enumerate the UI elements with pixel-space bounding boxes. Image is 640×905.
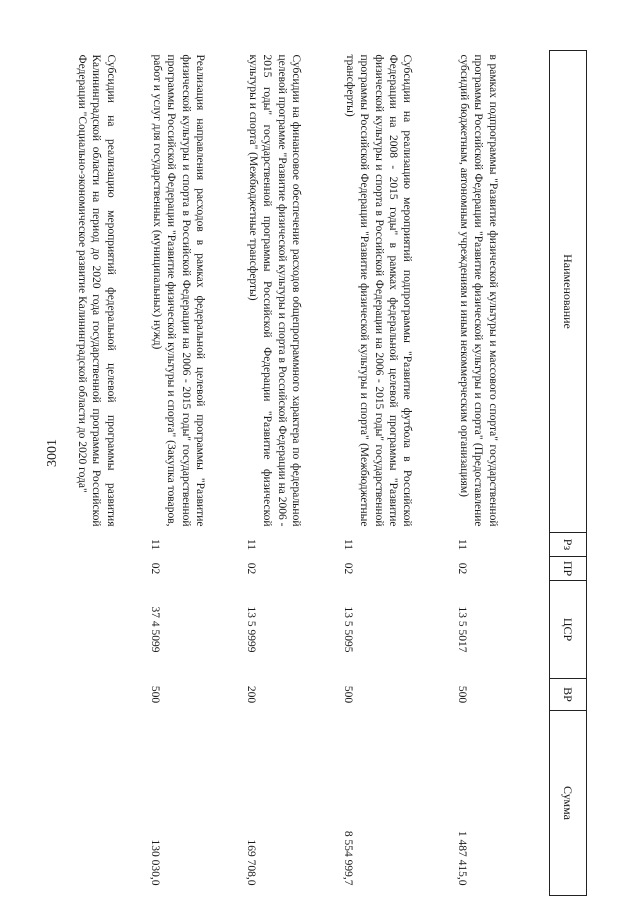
header-pr: ПР bbox=[550, 557, 587, 581]
row-name: Реализация направления расходов в рамках федеральной целевой программы "Развитие физической культуры и спорта в Российской Федерации на 2006 - 2015 годы" государственной программы Российской Федерации "Развитие физической культуры и спорта" (Закупка товаров, работ и услуг для государственных (муниципальных) нужд) bbox=[150, 54, 206, 527]
row-pr bbox=[71, 557, 146, 581]
row-csr bbox=[71, 581, 146, 679]
row-vr: 500 bbox=[341, 685, 354, 704]
row-vr: 500 bbox=[148, 685, 161, 704]
row-rz: 11 bbox=[148, 538, 161, 551]
table-row bbox=[339, 51, 453, 896]
row-rz: 11 bbox=[341, 538, 354, 551]
row-rz bbox=[71, 533, 146, 557]
row-name: Субсидии на реализацию мероприятий подпрограммы "Развитие футбола в Российской Федерации на 2008 - 2015 годы" в рамках федеральной целевой программы "Развитие физической культуры и спорта в Российской Федерации на 2006 - 2015 годы" государственной программы Российской Федерации "Развитие физической культуры и спорта" (Межбюджетные трансферты) bbox=[343, 54, 414, 527]
table-row bbox=[453, 51, 550, 896]
page-number-text: 3001 bbox=[45, 439, 60, 467]
table-row bbox=[242, 51, 339, 896]
header-csr: ЦСР bbox=[550, 581, 587, 679]
row-vr: 500 bbox=[455, 685, 468, 704]
row-rz: 11 bbox=[455, 538, 468, 551]
row-pr: 02 bbox=[341, 562, 354, 575]
row-name: Субсидии на финансовое обеспечение расходов общепрограммного характера по федеральной целевой программе "Развитие физической культуры и спорта в Российской Федерации на 2006 - 2015 годы" государственной программы Российской Федерации "Развитие физической культуры и спорта" (Межбюджетные трансферты) bbox=[246, 54, 302, 527]
row-vr bbox=[71, 679, 146, 711]
table-row bbox=[71, 51, 146, 896]
page-number bbox=[42, 441, 64, 465]
row-sum: 8 554 999,7 bbox=[341, 830, 354, 886]
row-csr: 37 4 5099 bbox=[148, 606, 161, 653]
row-sum: 130 030,0 bbox=[148, 839, 161, 886]
row-name: в рамках подпрограммы "Развитие физической культуры и массового спорта" государственной программы Российской Федерации "Развитие физической культуры и спорта" (Предоставление субсидий бюджетным, автономным учреждениям и иным некоммерческим организациям) bbox=[457, 54, 499, 527]
row-csr: 13 5 5095 bbox=[341, 606, 354, 653]
row-sum bbox=[71, 711, 146, 896]
row-pr: 02 bbox=[455, 562, 468, 575]
table-header-row bbox=[550, 51, 587, 896]
budget-table bbox=[71, 50, 588, 896]
row-sum: 169 708,0 bbox=[244, 839, 257, 886]
header-vr: ВР bbox=[550, 679, 587, 711]
header-sum: Сумма bbox=[550, 711, 587, 896]
table-row bbox=[146, 51, 242, 896]
row-vr: 200 bbox=[244, 685, 257, 704]
row-csr: 13 5 5017 bbox=[455, 606, 468, 653]
row-sum: 1 487 415,0 bbox=[455, 830, 468, 886]
row-rz: 11 bbox=[244, 538, 257, 551]
header-name: Наименование bbox=[550, 51, 587, 533]
row-csr: 13 5 9999 bbox=[244, 606, 257, 653]
row-name: Субсидии на реализацию мероприятий федеральной целевой программы развития Калининградской области на период до 2020 года государственной программы Российской Федерации "Социально-экономическое развитие Калининградской области до 2020 года" bbox=[75, 54, 117, 527]
row-pr: 02 bbox=[244, 562, 257, 575]
row-pr: 02 bbox=[148, 562, 161, 575]
header-rz: Рз bbox=[550, 533, 587, 557]
